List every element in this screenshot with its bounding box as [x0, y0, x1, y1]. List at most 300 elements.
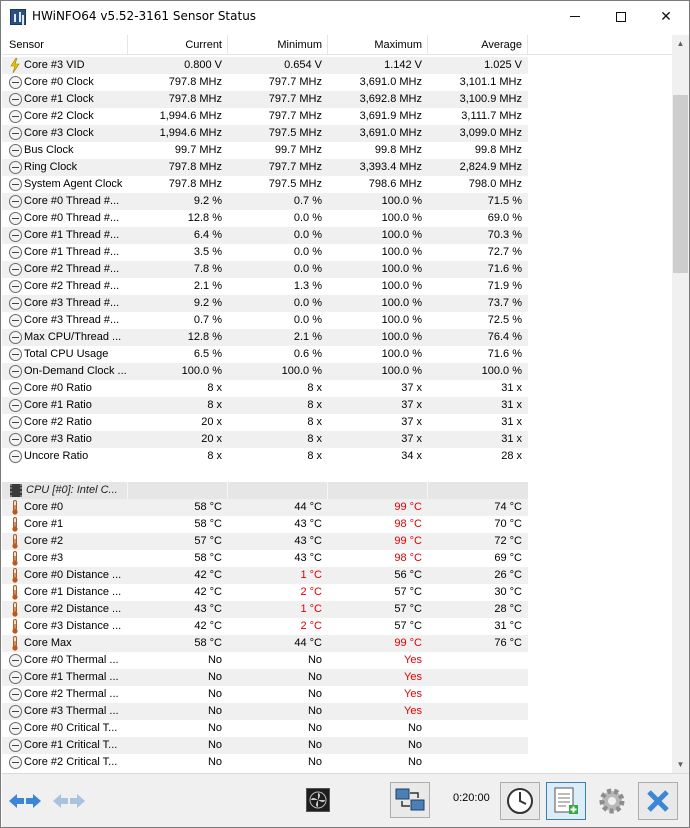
sensor-row[interactable]	[2, 295, 672, 312]
sensor-row[interactable]	[2, 363, 672, 380]
sensor-name: Core #3 Thread #...	[24, 297, 120, 309]
sensor-name: Core #1 Thread #...	[24, 246, 120, 258]
sensor-row[interactable]	[2, 601, 672, 618]
logging-timer: 0:20:00	[453, 792, 490, 804]
sensor-row[interactable]	[2, 142, 672, 159]
minimum-value: 44 °C	[294, 501, 322, 513]
column-header-current[interactable]: Current	[128, 35, 228, 55]
thermometer-icon	[12, 636, 18, 651]
minimum-value: 8 x	[307, 382, 322, 394]
maximum-value: 3,691.9 MHz	[359, 110, 422, 122]
sensor-name: Core #0 Critical T...	[24, 722, 118, 734]
sensor-grid	[2, 35, 672, 773]
row-empty-space	[528, 142, 672, 159]
row-empty-space	[528, 278, 672, 295]
sensor-row[interactable]	[2, 312, 672, 329]
current-value: 797.8 MHz	[168, 93, 222, 105]
reset-timer-button[interactable]	[500, 782, 540, 820]
current-value: 42 °C	[194, 620, 222, 632]
sensor-name: Core #2 Thread #...	[24, 263, 120, 275]
current-value: 20 x	[201, 416, 222, 428]
gear-icon	[597, 786, 627, 816]
average-value	[428, 652, 528, 669]
sensor-row[interactable]	[2, 584, 672, 601]
row-empty-space	[528, 618, 672, 635]
minimum-value: 8 x	[307, 399, 322, 411]
sensor-row[interactable]	[2, 227, 672, 244]
minimize-icon	[570, 16, 580, 17]
row-empty-space	[528, 584, 672, 601]
sensor-row[interactable]	[2, 720, 672, 737]
average-value: 1.025 V	[484, 59, 522, 71]
sensor-row[interactable]	[2, 533, 672, 550]
maximum-value: 100.0 %	[381, 314, 422, 326]
clock-gauge-icon	[9, 705, 22, 718]
current-value: 58 °C	[194, 637, 222, 649]
row-empty-space	[528, 533, 672, 550]
current-value: 12.8 %	[187, 331, 222, 343]
maximum-value: 100.0 %	[381, 365, 422, 377]
minimum-value: 797.7 MHz	[268, 93, 322, 105]
minimum-value: No	[307, 756, 322, 768]
fan-icon	[308, 790, 328, 810]
current-value: 797.8 MHz	[168, 161, 222, 173]
sensor-row[interactable]	[2, 652, 672, 669]
maximum-value: 37 x	[401, 399, 422, 411]
current-value: No	[207, 654, 222, 666]
current-value: 1,994.6 MHz	[159, 110, 222, 122]
average-value	[428, 720, 528, 737]
sensor-row[interactable]	[2, 261, 672, 278]
maximum-value: 1.142 V	[384, 59, 422, 71]
clock-gauge-icon	[9, 382, 22, 395]
current-value: 7.8 %	[193, 263, 222, 275]
maximum-value: 3,393.4 MHz	[359, 161, 422, 173]
average-value: 72.5 %	[487, 314, 522, 326]
minimum-value: No	[307, 722, 322, 734]
hwinfo-app-icon	[10, 9, 26, 25]
clock-icon	[505, 786, 535, 816]
current-value: 0.7 %	[193, 314, 222, 326]
sensor-row[interactable]	[2, 278, 672, 295]
sensor-name: Total CPU Usage	[24, 348, 109, 360]
close-sensors-button[interactable]	[638, 782, 678, 820]
minimum-value: 0.0 %	[293, 297, 322, 309]
average-value: 74 °C	[494, 501, 522, 513]
double-arrow-left-right-icon	[7, 792, 43, 810]
current-value: No	[207, 671, 222, 683]
average-value: 71.6 %	[487, 263, 522, 275]
current-value: 2.1 %	[193, 280, 222, 292]
clock-gauge-icon	[9, 654, 22, 667]
sensor-name: Core #0	[24, 501, 64, 513]
row-empty-space	[528, 499, 672, 516]
current-value: No	[207, 688, 222, 700]
row-empty-space	[528, 431, 672, 448]
maximize-button[interactable]	[598, 1, 644, 32]
sensor-name: Core #3	[24, 552, 64, 564]
row-empty-space	[528, 652, 672, 669]
maximum-value: 100.0 %	[381, 280, 422, 292]
row-empty-space	[528, 703, 672, 720]
current-value: 43 °C	[194, 603, 222, 615]
sensor-rows	[2, 57, 672, 771]
column-header-maximum[interactable]: Maximum	[328, 35, 428, 55]
sensor-name: Core #2 Critical T...	[24, 756, 118, 768]
sensor-name: Core #3 VID	[24, 59, 85, 71]
average-value	[428, 754, 528, 771]
sensor-name: Core #3 Thermal ...	[24, 705, 119, 717]
cpu-chip-icon	[10, 484, 22, 497]
sensor-name: Core #2 Clock	[24, 110, 94, 122]
current-value: 42 °C	[194, 569, 222, 581]
maximum-value: 34 x	[401, 450, 422, 462]
row-empty-space	[528, 108, 672, 125]
clock-gauge-icon	[9, 399, 22, 412]
thermometer-icon	[12, 619, 18, 634]
sensor-name: Core #0 Thermal ...	[24, 654, 119, 666]
average-value: 28 x	[501, 450, 522, 462]
sensor-row[interactable]	[2, 754, 672, 771]
current-value: 58 °C	[194, 518, 222, 530]
sensor-name: System Agent Clock	[24, 178, 123, 190]
sensor-name: Core #1 Distance ...	[24, 586, 122, 598]
clock-gauge-icon	[9, 212, 22, 225]
sensor-row[interactable]	[2, 669, 672, 686]
clock-gauge-icon	[9, 93, 22, 106]
clock-gauge-icon	[9, 161, 22, 174]
current-value: 9.2 %	[193, 297, 222, 309]
clock-gauge-icon	[9, 195, 22, 208]
average-value: 69.0 %	[487, 212, 522, 224]
sensor-name: Core #3 Thread #...	[24, 314, 120, 326]
sensor-row[interactable]	[2, 414, 672, 431]
sensor-row[interactable]	[2, 125, 672, 142]
lightning-icon	[10, 58, 20, 73]
close-x-icon	[645, 788, 671, 814]
current-value: 8 x	[207, 382, 222, 394]
minimum-value: 99.7 MHz	[274, 144, 322, 156]
average-value: 69 °C	[494, 552, 522, 564]
sensor-row[interactable]	[2, 176, 672, 193]
clock-gauge-icon	[9, 297, 22, 310]
sensor-row[interactable]	[2, 193, 672, 210]
row-empty-space	[528, 244, 672, 261]
sensor-row[interactable]	[2, 108, 672, 125]
clock-gauge-icon	[9, 76, 22, 89]
average-value: 3,101.1 MHz	[459, 76, 522, 88]
current-value: 6.5 %	[193, 348, 222, 360]
column-header-sensor[interactable]: Sensor	[2, 35, 128, 55]
minimum-value: 0.0 %	[293, 263, 322, 275]
minimum-value: 797.7 MHz	[268, 161, 322, 173]
close-button[interactable]	[643, 1, 689, 32]
maximum-value: 99.8 MHz	[374, 144, 422, 156]
average-value: 31 x	[501, 433, 522, 445]
sensor-row[interactable]	[2, 618, 672, 635]
minimum-value: 0.0 %	[293, 246, 322, 258]
clock-gauge-icon	[9, 280, 22, 293]
bottom-toolbar	[2, 773, 689, 827]
sensor-name: On-Demand Clock ...	[24, 365, 127, 377]
current-value: 797.8 MHz	[168, 76, 222, 88]
sensor-name: Core #3 Distance ...	[24, 620, 122, 632]
sensor-row[interactable]	[2, 431, 672, 448]
sensor-name: Uncore Ratio	[24, 450, 89, 462]
current-value: 6.4 %	[193, 229, 222, 241]
average-value: 70 °C	[494, 518, 522, 530]
sensor-name: Core #0 Distance ...	[24, 569, 122, 581]
clock-gauge-icon	[9, 178, 22, 191]
sensor-row[interactable]	[2, 703, 672, 720]
maximum-value: 100.0 %	[381, 348, 422, 360]
row-empty-space	[528, 380, 672, 397]
sensor-row[interactable]	[2, 159, 672, 176]
maximum-value: 100.0 %	[381, 229, 422, 241]
sensor-name: Core #2 Distance ...	[24, 603, 122, 615]
current-value: No	[207, 756, 222, 768]
average-value: 71.5 %	[487, 195, 522, 207]
maximum-value: No	[407, 722, 422, 734]
scroll-thumb[interactable]	[673, 95, 688, 273]
network-button[interactable]	[390, 782, 430, 818]
minimum-value: 0.0 %	[293, 229, 322, 241]
minimum-value: 2 °C	[300, 586, 322, 598]
maximum-value: 3,691.0 MHz	[359, 127, 422, 139]
current-value: 58 °C	[194, 552, 222, 564]
sensor-name: Core #1 Thread #...	[24, 229, 120, 241]
sensor-row[interactable]	[2, 74, 672, 91]
current-value: 58 °C	[194, 501, 222, 513]
row-empty-space	[528, 363, 672, 380]
minimum-value: 2 °C	[300, 620, 322, 632]
average-value: 30 °C	[494, 586, 522, 598]
average-value	[428, 669, 528, 686]
sensor-row[interactable]	[2, 686, 672, 703]
sensor-name: Core #2 Thread #...	[24, 280, 120, 292]
thermometer-icon	[12, 568, 18, 583]
minimize-button[interactable]	[552, 1, 598, 32]
current-value: 20 x	[201, 433, 222, 445]
sensor-row[interactable]	[2, 567, 672, 584]
thermometer-icon	[12, 517, 18, 532]
maximum-value: 100.0 %	[381, 331, 422, 343]
maximum-value: 99 °C	[394, 637, 422, 649]
sensor-row[interactable]	[2, 448, 672, 465]
average-value: 76.4 %	[487, 331, 522, 343]
clock-gauge-icon	[9, 331, 22, 344]
maximum-value: No	[407, 739, 422, 751]
current-value: No	[207, 705, 222, 717]
scroll-down-arrow-icon[interactable]: ▼	[676, 760, 685, 769]
clock-gauge-icon	[9, 246, 22, 259]
average-value: 798.0 MHz	[468, 178, 522, 190]
sensor-row[interactable]	[2, 57, 672, 74]
scroll-up-arrow-icon[interactable]: ▲	[676, 39, 685, 48]
sensor-row[interactable]	[2, 91, 672, 108]
title-bar[interactable]	[1, 1, 689, 32]
row-empty-space	[528, 669, 672, 686]
row-empty-space	[528, 159, 672, 176]
sensor-name: Core #1 Thermal ...	[24, 671, 119, 683]
minimum-value: 0.7 %	[293, 195, 322, 207]
maximum-value: Yes	[404, 654, 422, 666]
minimum-value: No	[307, 671, 322, 683]
thermometer-icon	[12, 585, 18, 600]
minimum-value: 0.0 %	[293, 212, 322, 224]
row-empty-space	[528, 227, 672, 244]
sensor-row[interactable]	[2, 550, 672, 567]
sensor-name: Core #0 Thread #...	[24, 212, 120, 224]
current-value: 9.2 %	[193, 195, 222, 207]
maximum-value: Yes	[404, 671, 422, 683]
sensor-row[interactable]	[2, 499, 672, 516]
logging-report-button[interactable]	[546, 782, 586, 820]
sensor-name: Core #3 Ratio	[24, 433, 92, 445]
row-empty-space	[528, 550, 672, 567]
current-value: 0.800 V	[184, 59, 222, 71]
sensor-row[interactable]	[2, 346, 672, 363]
sensor-row[interactable]	[2, 210, 672, 227]
minimum-value: 100.0 %	[281, 365, 322, 377]
average-value: 31 °C	[494, 620, 522, 632]
clock-gauge-icon	[9, 144, 22, 157]
row-empty-space	[528, 567, 672, 584]
sensor-row[interactable]	[2, 329, 672, 346]
clock-gauge-icon	[9, 416, 22, 429]
row-empty-space	[528, 686, 672, 703]
sensor-row[interactable]	[2, 244, 672, 261]
row-empty-space	[528, 91, 672, 108]
maximum-value: 99 °C	[394, 501, 422, 513]
vertical-scrollbar[interactable]	[672, 35, 689, 773]
row-empty-space	[528, 720, 672, 737]
minimum-value: No	[307, 654, 322, 666]
fan-control-button[interactable]	[306, 788, 330, 812]
sensor-row[interactable]	[2, 737, 672, 754]
clock-gauge-icon	[9, 756, 22, 769]
sensor-name: Core #1 Clock	[24, 93, 94, 105]
maximum-value: No	[407, 756, 422, 768]
row-empty-space	[528, 448, 672, 465]
current-value: 3.5 %	[193, 246, 222, 258]
minimum-value: No	[307, 705, 322, 717]
previous-arrows-button[interactable]	[6, 790, 44, 812]
settings-button[interactable]	[592, 782, 632, 820]
maximum-value: 56 °C	[394, 569, 422, 581]
sensor-row[interactable]	[2, 380, 672, 397]
network-computers-icon	[394, 786, 426, 814]
maximum-value: Yes	[404, 688, 422, 700]
thermometer-icon	[12, 534, 18, 549]
sensor-row[interactable]	[2, 635, 672, 652]
maximum-value: 99 °C	[394, 535, 422, 547]
column-header-average[interactable]: Average	[428, 35, 528, 55]
column-header-minimum[interactable]: Minimum	[228, 35, 328, 55]
sensor-name: Core #0 Thread #...	[24, 195, 120, 207]
maximum-value: 100.0 %	[381, 212, 422, 224]
add-report-icon	[551, 785, 581, 817]
average-value: 26 °C	[494, 569, 522, 581]
sensor-name: Bus Clock	[24, 144, 74, 156]
average-value: 71.9 %	[487, 280, 522, 292]
average-value: 31 x	[501, 416, 522, 428]
row-empty-space	[528, 295, 672, 312]
average-value: 31 x	[501, 399, 522, 411]
sensor-row[interactable]	[2, 516, 672, 533]
sensor-name: Core #1	[24, 518, 64, 530]
sensor-row[interactable]	[2, 397, 672, 414]
average-value	[428, 686, 528, 703]
current-value: No	[207, 739, 222, 751]
maximum-value: 3,692.8 MHz	[359, 93, 422, 105]
average-value: 72.7 %	[487, 246, 522, 258]
minimum-value: 797.5 MHz	[268, 127, 322, 139]
sensor-name: Core #0 Ratio	[24, 382, 92, 394]
average-value: 76 °C	[494, 637, 522, 649]
window-title: HWiNFO64 v5.52-3161 Sensor Status	[32, 9, 257, 23]
maximum-value: 100.0 %	[381, 246, 422, 258]
minimum-value: 43 °C	[294, 552, 322, 564]
current-value: 42 °C	[194, 586, 222, 598]
clock-gauge-icon	[9, 229, 22, 242]
column-header-row	[2, 35, 672, 55]
maximum-value: 98 °C	[394, 518, 422, 530]
average-value: 72 °C	[494, 535, 522, 547]
minimum-value: 0.654 V	[284, 59, 322, 71]
minimum-value: 1.3 %	[293, 280, 322, 292]
row-empty-space	[528, 414, 672, 431]
sensor-name: Core #3 Clock	[24, 127, 94, 139]
average-value: 31 x	[501, 382, 522, 394]
minimum-value: 797.7 MHz	[268, 110, 322, 122]
maximize-icon	[616, 12, 626, 22]
row-empty-space	[528, 635, 672, 652]
row-empty-space	[528, 125, 672, 142]
maximum-value: 37 x	[401, 433, 422, 445]
sensor-group-header[interactable]	[2, 482, 672, 499]
group-label: CPU [#0]: Intel C...	[26, 484, 118, 496]
sensor-name: Core #1 Ratio	[24, 399, 92, 411]
maximum-value: 57 °C	[394, 620, 422, 632]
sensor-name: Ring Clock	[24, 161, 78, 173]
thermometer-icon	[12, 500, 18, 515]
minimum-value: 797.7 MHz	[268, 76, 322, 88]
row-empty-space	[528, 193, 672, 210]
minimum-value: 8 x	[307, 433, 322, 445]
sensor-name: Core #2	[24, 535, 64, 547]
average-value: 3,100.9 MHz	[459, 93, 522, 105]
maximum-value: 100.0 %	[381, 263, 422, 275]
clock-gauge-icon	[9, 671, 22, 684]
average-value: 100.0 %	[481, 365, 522, 377]
clock-gauge-icon	[9, 450, 22, 463]
current-value: No	[207, 722, 222, 734]
row-empty-space	[528, 754, 672, 771]
row-empty-space	[528, 57, 672, 74]
group-column-divider	[227, 482, 228, 499]
average-value: 73.7 %	[487, 297, 522, 309]
clock-gauge-icon	[9, 314, 22, 327]
sensor-name: Core #0 Clock	[24, 76, 94, 88]
minimum-value: 43 °C	[294, 518, 322, 530]
maximum-value: 100.0 %	[381, 297, 422, 309]
next-arrows-button[interactable]	[50, 790, 88, 812]
clock-gauge-icon	[9, 348, 22, 361]
sensor-name: Max CPU/Thread ...	[24, 331, 122, 343]
row-empty-space	[528, 516, 672, 533]
close-icon: ✕	[660, 8, 672, 25]
